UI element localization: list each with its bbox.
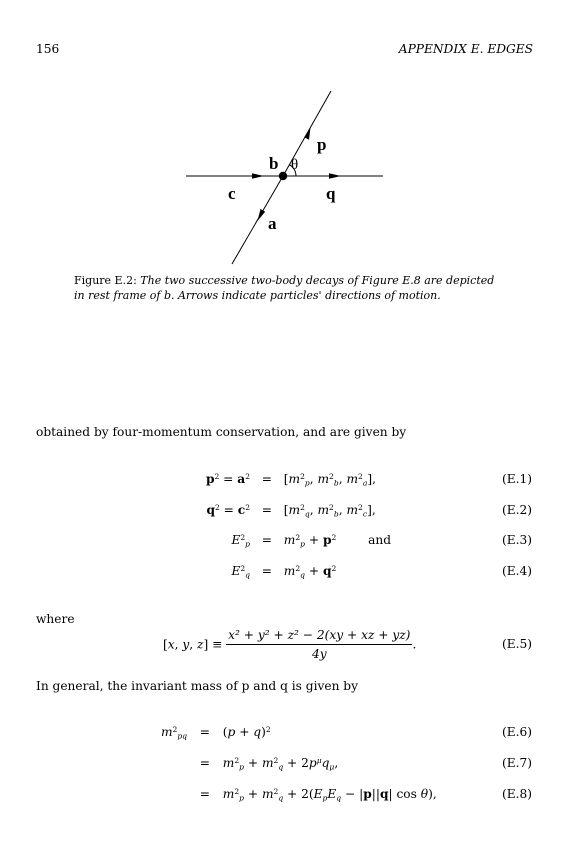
page-number: 156 xyxy=(36,42,60,56)
label-p: p xyxy=(317,135,327,154)
eq-e5-number: (E.5) xyxy=(501,637,532,651)
caption-line-1 xyxy=(74,273,494,288)
running-title: APPENDIX E. EDGES xyxy=(398,42,533,56)
eq-e5-denominator: 4y xyxy=(311,647,327,661)
eq-e4: $E^2_q = m^2_q + q^2$ xyxy=(231,563,337,580)
eq-e5-fraction xyxy=(226,628,412,661)
text-obtained: obtained by four-momentum conservation, and are given by xyxy=(36,425,407,439)
and-word: and xyxy=(368,533,392,547)
eq-e8-number: (E.8) xyxy=(501,787,532,801)
eq-e2-number: (E.2) xyxy=(501,503,532,517)
decay-diagram xyxy=(180,86,390,268)
text-where: where xyxy=(36,612,75,626)
eq-e6: $m^2_{pq} = (p + q)^2$ xyxy=(160,724,271,741)
eq-e1-number: (E.1) xyxy=(501,472,532,486)
eq-e4-number: (E.4) xyxy=(501,564,532,578)
eq-e8: = $m^2_p + m^2_q + 2(E_pE_q - |p||q|$ cos θ), xyxy=(199,786,437,803)
label-c: c xyxy=(228,184,236,203)
eq-e1: $p^2 = a^2 = [m^2_p$, $m^2_b$, $m^2_a$], xyxy=(205,471,376,488)
label-a: a xyxy=(268,214,277,233)
label-theta: θ xyxy=(291,157,299,173)
label-q: q xyxy=(326,184,336,203)
caption-line-2: in rest frame of b. Arrows indicate particles' directions of motion. xyxy=(74,289,441,302)
label-b: b xyxy=(269,154,279,173)
arrow-p xyxy=(304,127,310,140)
eq-e5: [x, y, z] ≡ $\frac{\text{x² + y² + z² − 2(xy + xz + yz)}}{4y}$ . xyxy=(163,628,417,661)
vertex-b xyxy=(279,172,287,180)
arrow-q xyxy=(329,173,341,178)
arrow-c xyxy=(252,173,264,178)
eq-e3: $E^2_p = m^2_p + p^2$ and xyxy=(231,532,392,549)
figure-caption xyxy=(74,273,494,303)
eq-e6-number: (E.6) xyxy=(501,725,532,739)
eq-e7: = $m^2_p + m^2_q + 2p^\mu q_\mu$, xyxy=(199,755,339,772)
eq-e2: $q^2 = c^2 = [m^2_q$, $m^2_b$, $m^2_c$], xyxy=(206,502,376,519)
eq-e7-number: (E.7) xyxy=(501,756,532,770)
text-general: In general, the invariant mass of p and q is given by xyxy=(36,679,358,693)
arrow-a xyxy=(258,209,266,221)
caption-text-1: The two successive two-body decays of Figure E.8 are depicted xyxy=(140,274,495,287)
caption-label: Figure E.2: xyxy=(74,274,137,287)
eq-e5-numerator: x² + y² + z² − 2(xy + xz + yz) xyxy=(226,628,412,645)
eq-e3-number: (E.3) xyxy=(501,533,532,547)
